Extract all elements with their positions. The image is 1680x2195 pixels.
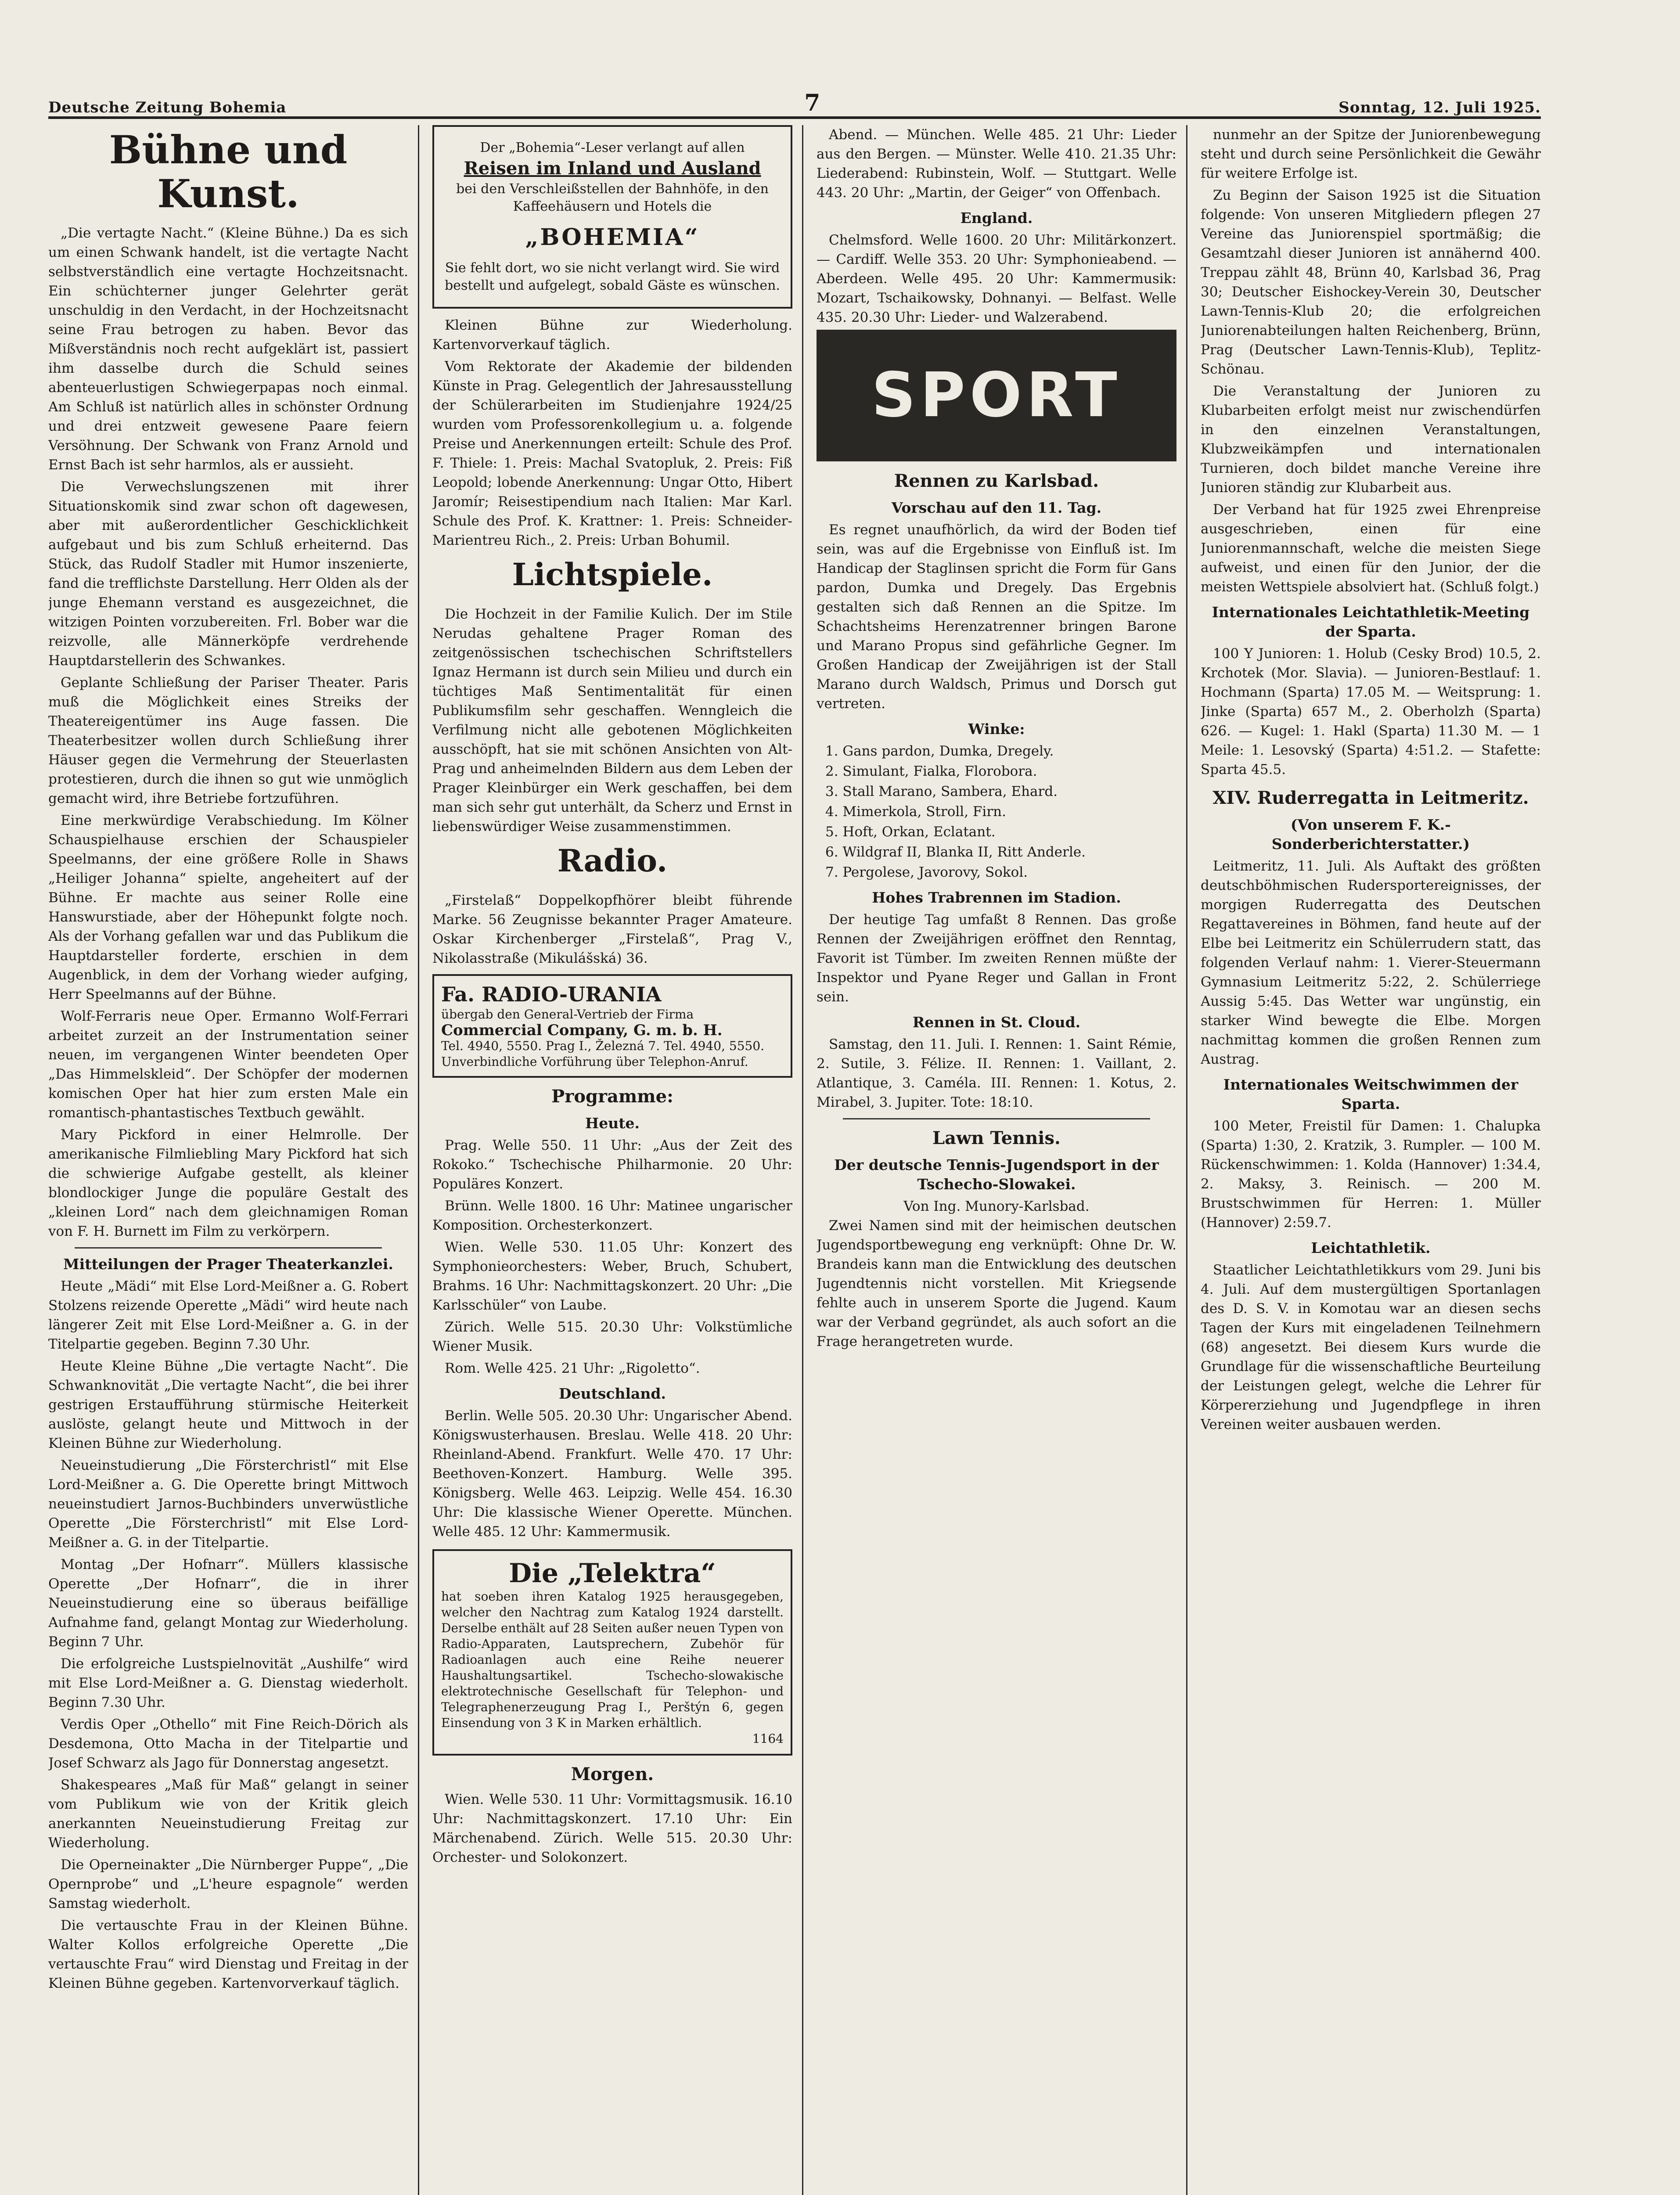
list-item: 3. Stall Marano, Sambera, Ehard. (825, 784, 1058, 799)
article-paragraph: Wolf-Ferraris neue Oper. Ermanno Wolf-Ferrari arbeitet zurzeit an der Instrumentation seiner neuen, im vergangenen Winter beendeten Oper „Das Himmelskleid“. Der Schöpfer der modernen komischen Oper hat hier zum ersten Male ein romantisch-phantastisches Textbuch gewählt. (48, 1008, 408, 1121)
notice-paragraph: Shakespeares „Maß für Maß“ gelangt in seiner vom Publikum wie von der Kritik gleich anerkannten Neueinstudierung Freitag zur Wiederholung. (48, 1777, 408, 1851)
list-item: 4. Mimerkola, Stroll, Firn. (825, 804, 1006, 820)
programme-morgen: Morgen. (571, 1764, 654, 1785)
regatta-title: XIV. Ruderregatta in Leitmeritz. (1212, 788, 1529, 808)
article-paragraph: Zwei Namen sind mit der heimischen deutschen Jugendsportbewegung eng verknüpft: Ohne Dr. W. Brandeis kann man die Entwicklung des deutschen Jugendtennis nicht vorstellen. Mit Kriegsende fehlte auch in unserem Sporte die Jugend. Kaum war der Verband gegründet, als auch sofort an die Frage herangetreten wurde. (817, 1218, 1176, 1349)
divider (843, 1118, 1150, 1119)
column-4 (1201, 125, 1541, 2195)
notice-paragraph: Heute „Mädi“ mit Else Lord-Meißner a. G. Robert Stolzens reizende Operette „Mädi“ wird heute nach längerer Zeit mit Else Lord-Meißner a. G. in der Titelpartie gegeben. Beginn 7.30 Uhr. (48, 1278, 408, 1352)
programme-heute: Heute. (585, 1115, 640, 1132)
article-paragraph: „Die vertagte Nacht.“ (Kleine Bühne.) Da es sich um einen Schwank handelt, ist die vertagte Nacht selbstverständlich eine vertagte Hochzeitsnacht. Ein schüchterner junger Gelehrter gerät unschuldig in den Verdacht, in der Hochzeitsnacht seine Frau betrogen zu haben. Bevor das Mißverständnis noch recht aufgeklärt ist, passiert ihm dasselbe durch die Schuld seines abenteuerlustigen Schwiegerpapas noch einmal. Am Schluß ist natürlich alles in schönster Ordnung und drei entzweit gewesene Paare feiern Versöhnung. Der Schwank von Franz Arnold und Ernst Bach ist sehr harmlos, als er aussieht. (48, 225, 408, 473)
ad-line: übergab den General-Vertrieb der Firma (441, 1007, 694, 1022)
programme-entry: Zürich. Welle 515. 20.30 Uhr: Volkstümliche Wiener Musik. (432, 1319, 792, 1354)
masthead: Deutsche Zeitung Bohemia (48, 99, 287, 116)
article-paragraph: „Firstelaß“ Doppelkopfhörer bleibt führende Marke. 56 Zeugnisse bekannter Prager Amateure. Oskar Kirchenberger „Firstelaß“, Prag V., Nikolasstraße (Mikulášská) 36. (432, 892, 792, 966)
programme-entry: Wien. Welle 530. 11 Uhr: Vormittagsmusik. 16.10 Uhr: Nachmittagskonzert. 17.10 Uhr: Ein Märchenabend. Zürich. Welle 515. 20.30 Uhr: Orchester- und Solokonzert. (432, 1792, 792, 1865)
ad-line: Commercial Company, G. m. b. H. (441, 1022, 723, 1039)
ad-brand: Fa. RADIO-URANIA (441, 982, 662, 1006)
programme-entry: Wien. Welle 530. 11.05 Uhr: Konzert des Symphonieorchesters: Weber, Bruch, Schubert, Brahms. 16 Uhr: Nachmittagskonzert. 20 Uhr: „Die Karlsschüler“ von Laube. (432, 1239, 792, 1313)
programme-entry: Abend. — München. Welle 485. 21 Uhr: Lieder aus den Bergen. — Münster. Welle 410. 21.35 Uhr: Liederabend: Rubinstein, Wolf. — Stuttgart. Welle 443. 20 Uhr: „Martin, der Geiger“ von Offenbach. (817, 127, 1176, 201)
swim-title: Internationales Weitschwimmen der Sparta. (1223, 1076, 1518, 1112)
list-item: 1. Gans pardon, Dumka, Dregely. (825, 743, 1054, 759)
article-paragraph: Kleinen Bühne zur Wiederholung. Kartenvorverkauf täglich. (432, 317, 792, 353)
list-item: 5. Hoft, Orkan, Eclatant. (825, 824, 996, 840)
ad-text: hat soeben ihren Katalog 1925 herausgegeben, welcher den Nachtrag zum Katalog 1924 darstellt. Derselbe enthält auf 28 Seiten außer neuen Typen von Radio-Apparaten, Lautsprechern, Zubehör für Radioanlagen auch eine Reihe neuerer Haushaltungsartikel. Tschecho-slowakische elektrotechnische Gesellschaft für Telephon- und Telegraphenerzeugung Prag I., Perštýn 6, gegen Einsendung von 3 K in Marken erhältlich. (441, 1589, 784, 1730)
article-paragraph: Samstag, den 11. Juli. I. Rennen: 1. Saint Rémie, 2. Sutile, 3. Félize. II. Rennen: 1. Vaillant, 2. Atlantique, 3. Caméla. III. Rennen: 1. Kotus, 2. Mirabel, 3. Jupiter. Tote: 18:10. (817, 1036, 1176, 1110)
theater-notices-title: Mitteilungen der Prager Theaterkanzlei. (63, 1256, 393, 1273)
meeting-title: Internationales Leichtathletik-Meeting der Sparta. (1212, 604, 1530, 640)
article-paragraph: Mary Pickford in einer Helmrolle. Der amerikanische Filmliebling Mary Pickford hat sich die schwierige Aufgabe gestellt, als kleiner blondlockiger Junge die populäre Gestalt des „kleinen Lord“ nach dem gleichnamigen Roman von F. H. Burnett im Film zu verkörpern. (48, 1127, 408, 1239)
programme-entry: Chelmsford. Welle 1600. 20 Uhr: Militärkonzert. — Cardiff. Welle 353. 20 Uhr: Symphonieabend. — Aberdeen. Welle 495. 20 Uhr: Kammermusik: Mozart, Tschaikowsky, Dohnanyi. — Belfast. Welle 435. 20.30 Uhr: Lieder- und Walzerabend. (817, 232, 1176, 325)
ad-line: Der „Bohemia“-Leser verlangt auf allen (480, 140, 745, 155)
article-paragraph: Der heutige Tag umfaßt 8 Rennen. Das große Rennen der Zweijährigen eröffnet den Renntag, Favorit ist Tümber. Im zweiten Rennen müßte der Inspektor und Pyane Reger und Gallan in Front sein. (817, 912, 1176, 1005)
notice-paragraph: Heute Kleine Bühne „Die vertagte Nacht“. Die Schwanknovität „Die vertagte Nacht“, die bei ihrer gestrigen Erstaufführung stürmische Heiterkeit auslöste, gelangt heute und Mittwoch in der Kleinen Bühne zur Wiederholung. (48, 1358, 408, 1451)
article-paragraph: Die Verwechslungszenen mit ihrer Situationskomik sind zwar schon oft dagewesen, aber mit außerordentlicher Geschicklichkeit aufgebaut und bis zum Schluß erheiternd. Das Stück, das Rudolf Stadler mit Humor inszenierte, fand die trefflichste Darstellung. Herr Olden als der junge Ehemann verstand es ausgezeichnet, die witzigen Pointen vorzubereiten. Frl. Bober war die reizvolle, alle Männerköpfe verdrehende Hauptdarstellerin des Schwankes. (48, 479, 408, 669)
sport-banner: SPORT (817, 330, 1176, 461)
ad-line: Tel. 4940, 5550. Prag I., Železná 7. Tel. 4940, 5550. (441, 1039, 765, 1053)
column-rule (802, 125, 803, 2195)
article-paragraph: Staatlicher Leichtathletikkurs vom 29. Juni bis 4. Juli. Auf dem mustergültigen Sportanlagen des D. S. V. in Komotau war an diesen sechs Tagen der Kurs mit eingeladenen Teilnehmern (68) angesetzt. Bei diesem Kurs wurde die Grundlage für die wissenschaftliche Beurteilung der Leistungen gelegt, welche die Lehrer für Körpererziehung und Jugendpflege in ihren Vereinen weiter ausbauen werden. (1201, 1262, 1541, 1432)
radio-urania-advertisement (432, 974, 792, 1078)
ad-line: Unverbindliche Vorführung über Telephon-Anruf. (441, 1054, 748, 1069)
article-paragraph: Zu Beginn der Saison 1925 ist die Situation folgende: Von unseren Mitgliedern pflegen 27 Vereine das Juniorenspiel sportmäßig; die Gesamtzahl dieser Junioren ist annähernd 400. Treppau zählt 48, Brünn 40, Karlsbad 36, Prag 30; Deutscher Eishockey-Verein 30, Deutscher Lawn-Tennis-Klub 20; die erfolgreichen Juniorenabteilungen halten Reichenberg, Brünn, Prag (Deutscher Lawn-Tennis-Klub), Teplitz-Schönau. (1201, 187, 1541, 377)
article-paragraph: Es regnet unaufhörlich, da wird der Boden tief sein, was auf die Ergebnisse von Einfluß ist. Im Handicap der Staglinsen spricht die Form für Gans pardon, Dumka und Dregely. Das Ergebnis gestalten sich daß Rennen an die Spitze. Im Schachtsheims Herenzatrenner bringen Barone und Marano Propus sind gefährliche Gegner. Im Großen Handicap der Zweijährigen ist der Stall Marano durch Waldsch, Primus und Dorsch gut vertreten. (817, 522, 1176, 712)
column-rule (418, 125, 419, 2195)
section-title-radio: Radio. (557, 842, 668, 879)
programme-entry: Brünn. Welle 1800. 16 Uhr: Matinee ungarischer Komposition. Orchesterkonzert. (432, 1198, 792, 1233)
article-paragraph: Eine merkwürdige Verabschiedung. Im Kölner Schauspielhause erschien der Schauspieler Speelmanns, der eine größere Rolle in Shaws „Heiliger Johanna“ spielte, angeheitert auf der Bühne. Er machte aus seiner Rolle eine Hanswurstiade, aber der Höhepunkt folgte noch. Als der Vorhang gefallen war und das Publikum die Hauptdarsteller forderte, erschien in dem Augenblick, in dem der Vorhang wieder aufging, Herr Speelmanns auf der Bühne. (48, 813, 408, 1002)
issue-date: Sonntag, 12. Juli 1925. (1338, 99, 1541, 116)
ad-line: Sie fehlt dort, wo sie nicht verlangt wird. Sie wird bestellt und aufgelegt, sobald Gäste es wünschen. (445, 260, 780, 293)
tips-title: Winke: (968, 720, 1025, 738)
tips-list (817, 741, 1176, 882)
article-paragraph: 100 Meter, Freistil für Damen: 1. Chalupka (Sparta) 1:30, 2. Kratzik, 3. Rumpler. — 100 M. Rückenschwimmen: 1. Kolda (Hannover) 1:34.4, 2. Maksy, 3. Reinisch. — 200 M. Brustschwimmen für Herren: 1. Müller (Hannover) 2:59.7. (1201, 1118, 1541, 1231)
traben-title: Hohes Trabrennen im Stadion. (872, 889, 1121, 906)
telektra-advertisement (432, 1549, 792, 1756)
ad-brand: Die „Telektra“ (509, 1558, 716, 1589)
programme-title: Programme: (551, 1086, 673, 1107)
rennen-subtitle: Vorschau auf den 11. Tag. (891, 499, 1102, 516)
ad-number: 1164 (752, 1731, 784, 1746)
lawn-tennis-subtitle: Der deutsche Tennis-Jugendsport in der Tschecho-Slowakei. (834, 1156, 1159, 1193)
notice-paragraph: Die erfolgreiche Lustspielnovität „Aushilfe“ wird mit Else Lord-Meißner a. G. Dienstag wiederholt. Beginn 7.30 Uhr. (48, 1656, 408, 1710)
ad-brand: „BOHEMIA“ (525, 224, 700, 251)
list-item: 2. Simulant, Fialka, Florobora. (825, 763, 1037, 779)
programme-england: England. (960, 209, 1033, 227)
divider (75, 1247, 382, 1249)
article-paragraph: 100 Y Junioren: 1. Holub (Cesky Brod) 10.5, 2. Krchotek (Mor. Slavia). — Junioren-Bestlauf: 1. Hochmann (Sparta) 17.05 M. — Weitsprung: 1. Jinke (Sparta) 657 M., 2. Oberholzh (Sparta) 626. — Kugel: 1. Hakl (Sparta) 11.30 M. — 1 Meile: 1. Lesovský (Sparta) 4:51.2. — Stafette: Sparta 45.5. (1201, 646, 1541, 777)
leichtathletik-title: Leichtathletik. (1311, 1239, 1431, 1256)
column-rule (1186, 125, 1187, 2195)
section-title-buehne: Bühne und Kunst. (109, 127, 348, 216)
lawn-tennis-author: Von Ing. Munory-Karlsbad. (903, 1198, 1090, 1214)
article-paragraph: Leitmeritz, 11. Juli. Als Auftakt des größten deutschböhmischen Rudersportereignisses, der morgigen Ruderregatta des Deutschen Regattavereines in Böhmen, fand heute auf der Elbe bei Leitmeritz ein Schülerrudern statt, das folgenden Verlauf nahm: 1. Vierer-Steuermann Gymnasium Leitmeritz 5:22, 2. Schülerriege Aussig 5:45. Das Wetter war ungünstig, ein starker Wind bewegte die Elbe. Morgen nachmittag kommen die großen Rennen zum Austrag. (1201, 858, 1541, 1067)
notice-paragraph: Die vertauschte Frau in der Kleinen Bühne. Walter Kollos erfolgreiche Operette „Die vertauschte Frau“ wird Dienstag und Freitag in der Kleinen Bühne gegeben. Kartenvorverkauf täglich. (48, 1918, 408, 1991)
notice-paragraph: Neueinstudierung „Die Försterchristl“ mit Else Lord-Meißner a. G. Die Operette bringt Mittwoch neueinstudiert Jarnos-Buchbinders unverwüstliche Operette „Die Försterchristl“ mit Else Lord-Meißner a. G. in der Titelpartie. (48, 1457, 408, 1551)
ad-headline: Reisen im Inland und Ausland (464, 158, 761, 179)
list-item: 6. Wildgraf II, Blanka II, Ritt Anderle. (825, 844, 1086, 860)
rennen-title: Rennen zu Karlsbad. (894, 471, 1099, 491)
article-paragraph: Der Verband hat für 1925 zwei Ehrenpreise ausgeschrieben, einen für eine Juniorenmannschaft, welche die meisten Siege aufweist, und einen für den Junior, der die meisten Wettspiele absolviert hat. (Schluß folgt.) (1201, 502, 1541, 595)
ad-line: bei den Verschleißstellen der Bahnhöfe, in den Kaffeehäusern und Hotels die (456, 181, 769, 214)
page-header (48, 86, 1541, 119)
page-number: 7 (804, 90, 821, 116)
st-cloud-title: Rennen in St. Cloud. (912, 1014, 1081, 1031)
bohemia-advertisement (432, 125, 792, 309)
programme-entry: Berlin. Welle 505. 20.30 Uhr: Ungarischer Abend. Königswusterhausen. Breslau. Welle 418. 20 Uhr: Rheinland-Abend. Frankfurt. Welle 470. 17 Uhr: Beethoven-Konzert. Hamburg. Welle 395. Königsberg. Welle 463. Leipzig. Welle 454. 16.30 Uhr: Die klassische Wiener Operette. München. Welle 485. 12 Uhr: Kammermusik. (432, 1408, 792, 1540)
lawn-tennis-title: Lawn Tennis. (932, 1128, 1061, 1148)
programme-deutschland: Deutschland. (559, 1385, 666, 1402)
notice-paragraph: Die Operneinakter „Die Nürnberger Puppe“, „Die Opernprobe“ und „L'heure espagnole“ werden Samstag wiederholt. (48, 1857, 408, 1911)
article-paragraph: Die Veranstaltung der Junioren zu Klubarbeiten erfolgt meist nur zwischendürfen in den einzelnen Veranstaltungen, Klubzweikämpfen und internationalen Turnieren, doch bildet manche Vereine ihre Junioren ständig zur Klubarbeit aus. (1201, 383, 1541, 496)
article-paragraph: nunmehr an der Spitze der Juniorenbewegung steht und durch seine Persönlichkeit die Gewähr für weitere Erfolge ist. (1201, 127, 1541, 181)
notice-paragraph: Montag „Der Hofnarr“. Müllers klassische Operette „Der Hofnarr“, die in ihrer Neueinstudierung eine so überaus beifällige Aufnahme fand, gelangt Montag zur Wiederholung. Beginn 7 Uhr. (48, 1557, 408, 1650)
article-paragraph: Vom Rektorate der Akademie der bildenden Künste in Prag. Gelegentlich der Jahresausstellung der Schülerarbeiten im Studienjahre 1924/25 wurden vom Professorenkollegium u. a. folgende Preise und Anerkennungen erteilt: Schule des Prof. F. Thiele: 1. Preis: Machal Svatopluk, 2. Preis: Fiß Leopold; lobende Anerkennung: Ungar Otto, Hibert Jaromír; Reisestipendium nach Italien: Mar Karl. Schule des Prof. K. Krattner: 1. Preis: Schneider-Marientreu Rich., 2. Preis: Urban Bohumil. (432, 359, 792, 548)
column-2 (432, 125, 792, 2195)
article-paragraph: Geplante Schließung der Pariser Theater. Paris muß die Möglichkeit eines Streiks der Theatereigentümer ins Auge fassen. Die Theaterbesitzer wollen durch Schließung ihrer Häuser gegen die Vermehrung der Steuerlasten protestieren, durch die ihnen so gut wie unmöglich gemacht wird, ihre Betriebe fortzuführen. (48, 675, 408, 806)
regatta-subtitle: (Von unserem F. K.-Sonderberichterstatter.) (1271, 816, 1470, 853)
article-paragraph: Die Hochzeit in der Familie Kulich. Der im Stile Nerudas gehaltene Prager Roman des zeitgenössischen tschechischen Schriftstellers Ignaz Hermann ist durch sein Milieu und durch ein tüchtiges Maß Sentimentalität für einen Publikumsfilm sehr geschaffen. Wenngleich die Verfilmung nicht alle gebotenen Möglichkeiten ausschöpft, hat sie mit schönen Ansichten von Alt-Prag und anheimelnden Bildern aus dem Leben der Prager Kleinbürger ein Werk geschaffen, bei dem man sich sehr gut unterhält, da Scherz und Ernst in liebenswürdiger Weise zusammenstimmen. (432, 606, 792, 835)
notice-paragraph: Verdis Oper „Othello“ mit Fine Reich-Dörich als Desdemona, Otto Macha in der Titelpartie und Josef Schwarz als Jago für Donnerstag angesetzt. (48, 1716, 408, 1771)
programme-entry: Rom. Welle 425. 21 Uhr: „Rigoletto“. (445, 1360, 700, 1376)
programme-entry: Prag. Welle 550. 11 Uhr: „Aus der Zeit des Rokoko.“ Tschechische Philharmonie. 20 Uhr: Populäres Konzert. (432, 1137, 792, 1192)
column-1 (48, 125, 408, 2195)
column-3 (817, 125, 1176, 2195)
list-item: 7. Pergolese, Javorovy, Sokol. (825, 864, 1028, 880)
section-title-lichtspiele: Lichtspiele. (512, 556, 713, 593)
